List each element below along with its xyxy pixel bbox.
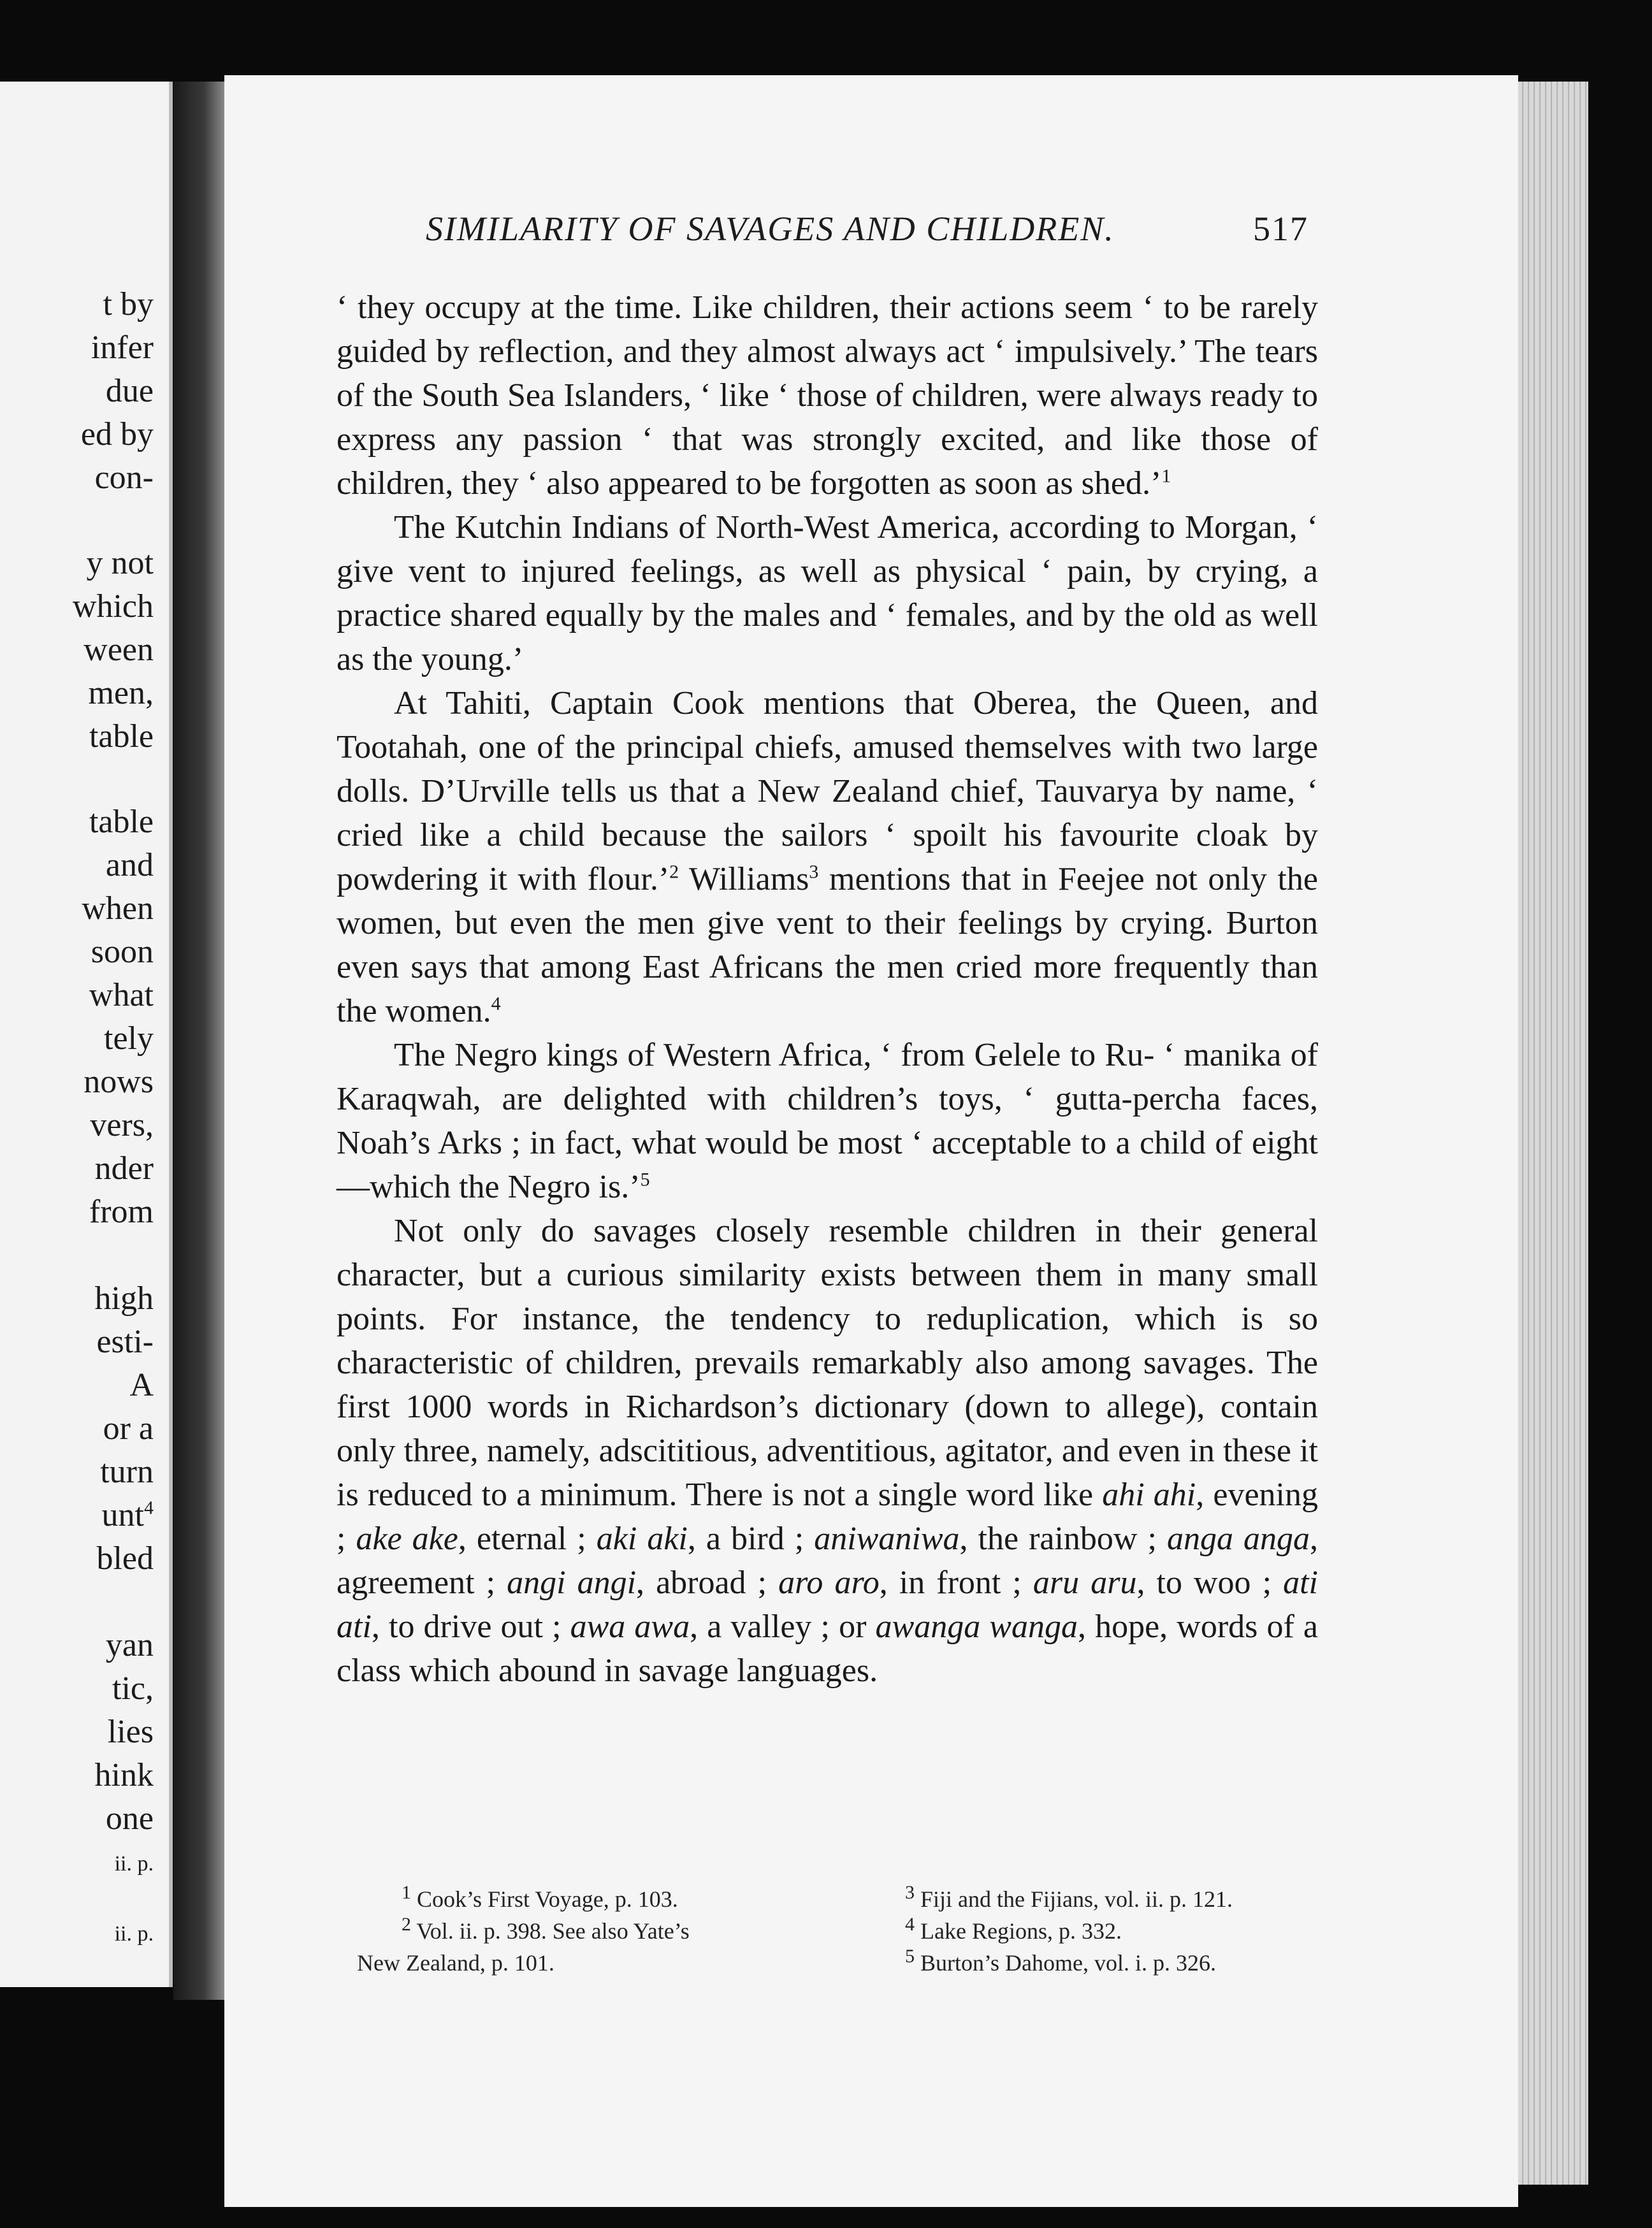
- paragraph: The Negro kings of Western Africa, ‘ from Gelele to Ru- ‘ manika of Karaqwah, are delighted with children’s toys, ‘ gutta-percha faces, Noah’s Arks ; in fact, what would be most ‘ acceptable to a child of eight—which the Negro is.’$^5$: [337, 1037, 1318, 1205]
- left-page: [0, 82, 173, 1987]
- footnote-column: [905, 1883, 1351, 1979]
- left-fragment: hink: [94, 1757, 154, 1793]
- left-fragment: nder: [94, 1150, 154, 1187]
- paragraph: The Kutchin Indians of North-West America, according to Morgan, ‘ give vent to injured feelings, as well as physical ‘ pain, by crying, a practice shared equally by the males and ‘ females, and by the old as well as the young.’: [337, 509, 1318, 677]
- left-fragment: esti-: [96, 1324, 154, 1360]
- left-fragment: men,: [88, 675, 154, 711]
- left-fragment: tic,: [112, 1670, 154, 1707]
- left-fragment: soon: [91, 934, 154, 970]
- left-fragment: con-: [94, 459, 154, 496]
- footnote: $^2$ Vol. ii. p. 398. See also Yate’s: [402, 1914, 690, 1944]
- paragraph: At Tahiti, Captain Cook mentions that Oberea, the Queen, and Tootahah, one of the principal chiefs, amused themselves with two large dolls. D’Urville tells us that a New Zealand chief, Tauvarya by name, ‘ cried like a child because the sailors ‘ spoilt his favourite cloak by powdering it with flour.’$^2$ Williams$^3$ mentions that in Feejee not only the women, but even the men give vent to their feelings by crying. Burton even says that among East Africans the men cried more frequently than the women.$^4$: [337, 685, 1318, 1029]
- left-fragment: t by: [103, 286, 154, 322]
- footnote: $^4$ Lake Regions, p. 332.: [905, 1914, 1122, 1944]
- footnote-column: [357, 1883, 803, 1979]
- paragraph: Not only do savages closely resemble children in their general character, but a curious similarity exists between them in many small points. For instance, the tendency to reduplication, which is so characteristic of children, prevails remarkably also among savages. The first 1000 words in Richardson’s dictionary (down to allege), contain only three, namely, adscititious, adventitious, agitator, and even in these it is reduced to a minimum. There is not a single word like ahi ahi, evening ; ake ake, eternal ; aki aki, a bird ; aniwaniwa, the rainbow ; anga anga, agreement ; angi angi, abroad ; aro aro, in front ; aru aru, to woo ; ati ati, to drive out ; awa awa, a valley ; or awanga wanga, hope, words of a class which abound in savage languages.: [337, 1213, 1318, 1689]
- left-fragment: high: [94, 1280, 154, 1317]
- body-text: [337, 286, 1318, 1693]
- left-fragment: tely: [104, 1020, 154, 1057]
- left-fragment: ween: [83, 632, 154, 668]
- footnote: New Zealand, p. 101.: [357, 1950, 554, 1976]
- left-fragment: and: [105, 847, 154, 883]
- left-fragment: lies: [107, 1714, 154, 1750]
- page-edges: [1518, 82, 1588, 2185]
- left-fragment: bled: [96, 1540, 154, 1577]
- left-fragment: nows: [83, 1064, 154, 1100]
- left-fragment: turn: [100, 1454, 154, 1490]
- left-fragment: y not: [86, 545, 154, 581]
- left-fragment: when: [82, 890, 154, 927]
- paragraph: ‘ they occupy at the time. Like children, their actions seem ‘ to be rarely guided by reflection, and they almost always act ‘ impulsively.’ The tears of the South Sea Islanders, ‘ like ‘ those of children, were always ready to express any passion ‘ that was strongly excited, and like those of children, they ‘ also appeared to be forgotten as soon as shed.’$^1$: [337, 289, 1318, 502]
- left-fragment: unt$^4$: [101, 1497, 154, 1533]
- left-fragment: table: [89, 804, 154, 840]
- left-fragment: which: [72, 588, 154, 625]
- left-fragment: due: [105, 373, 154, 409]
- running-header: [426, 209, 1308, 249]
- page-number: 517: [1253, 210, 1308, 248]
- left-fragment: table: [89, 718, 154, 755]
- left-fragment: ii. p.: [114, 1852, 154, 1876]
- left-fragment: from: [89, 1194, 154, 1230]
- left-fragment: vers,: [90, 1107, 154, 1143]
- book-gutter: [173, 82, 224, 2000]
- left-fragment: ii. p.: [114, 1922, 154, 1946]
- left-fragment: A: [129, 1367, 154, 1403]
- left-fragment: infer: [91, 329, 154, 366]
- running-title: SIMILARITY OF SAVAGES AND CHILDREN.: [426, 210, 1115, 248]
- left-fragment: what: [89, 977, 154, 1013]
- left-fragment: ed by: [80, 416, 154, 452]
- left-fragment: or a: [103, 1410, 154, 1447]
- left-fragment: one: [105, 1800, 154, 1837]
- footnote: $^1$ Cook’s First Voyage, p. 103.: [402, 1882, 678, 1912]
- footnote: $^3$ Fiji and the Fijians, vol. ii. p. 121.: [905, 1882, 1233, 1912]
- footnote: $^5$ Burton’s Dahome, vol. i. p. 326.: [905, 1946, 1216, 1976]
- left-fragment: yan: [105, 1627, 154, 1663]
